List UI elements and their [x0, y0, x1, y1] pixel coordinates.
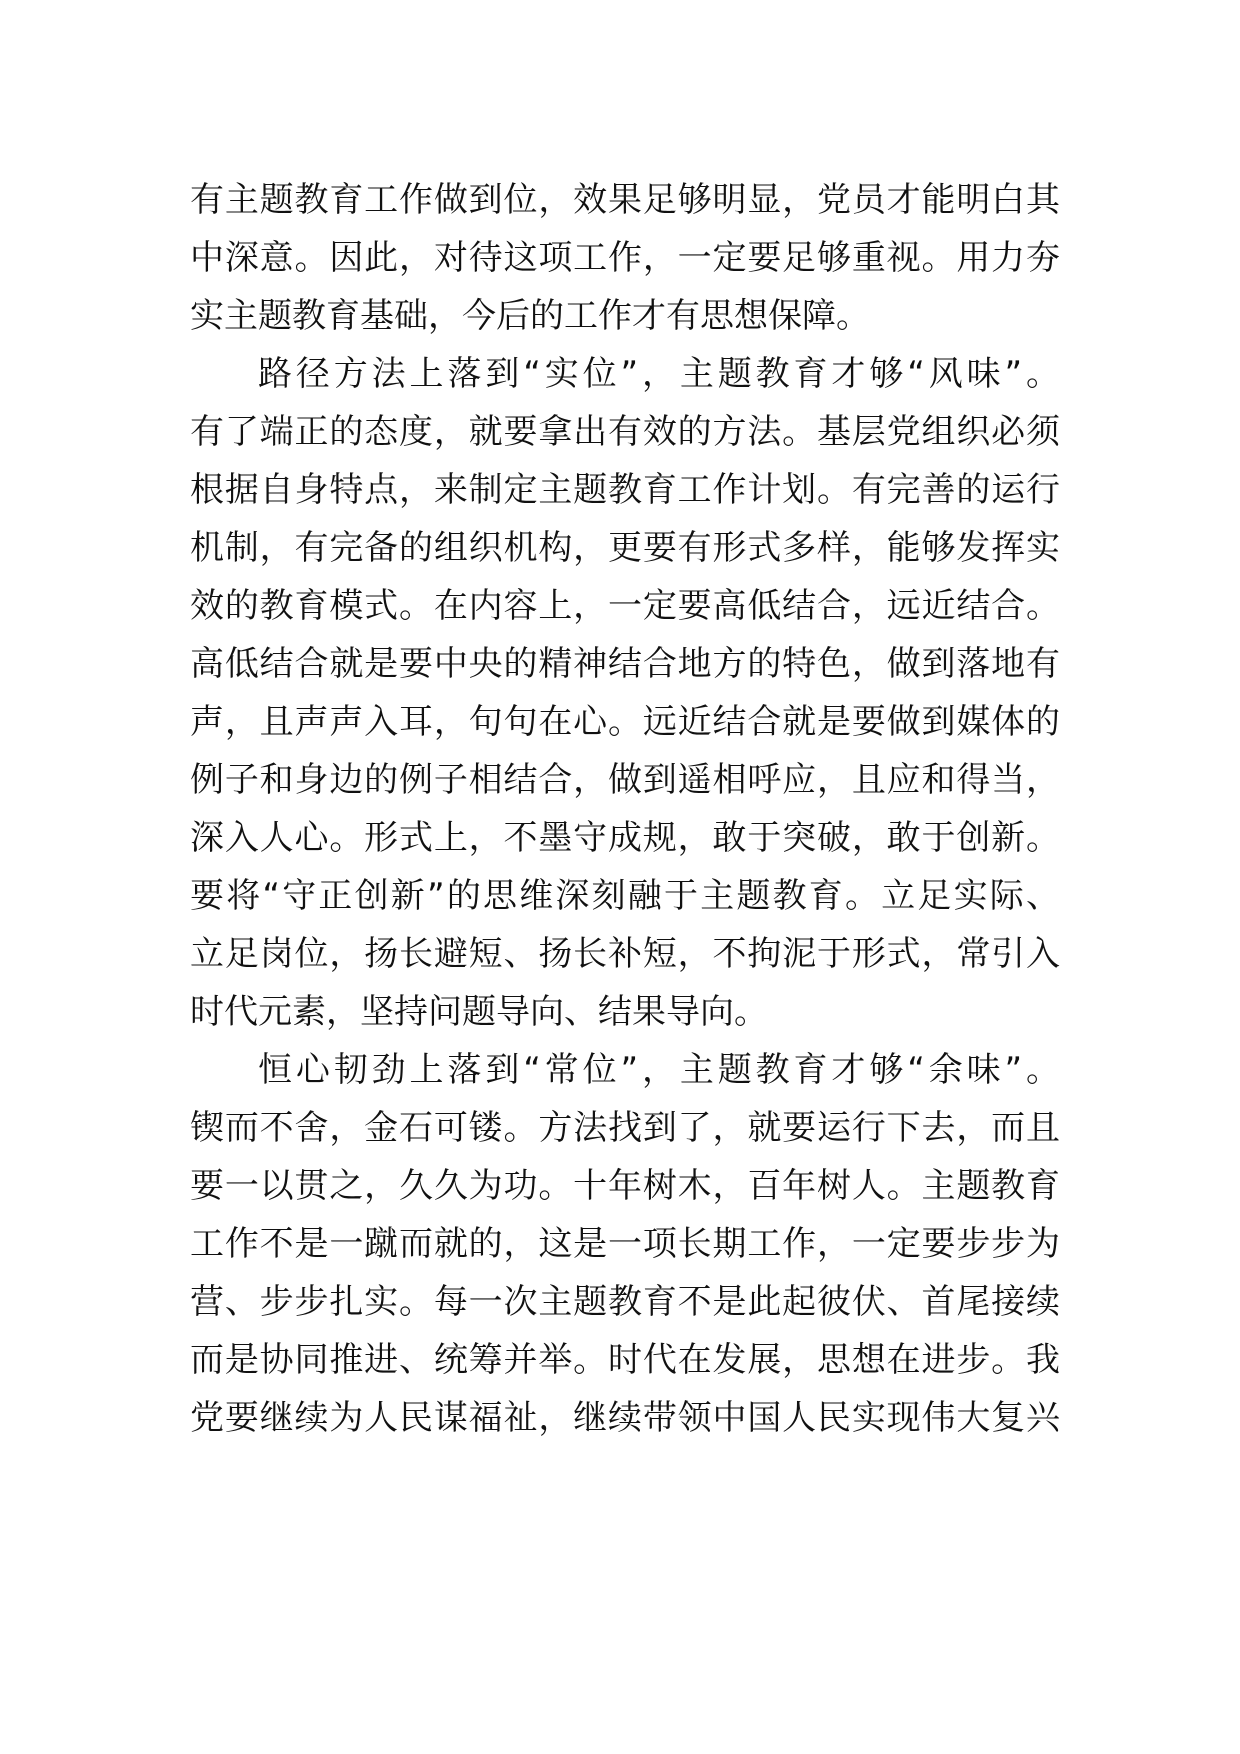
text-line: 营、步步扎实。每一次主题教育不是此起彼伏、首尾接续: [190, 1282, 1060, 1322]
text-line: 党要继续为人民谋福祉，继续带领中国人民实现伟大复兴: [190, 1398, 1060, 1438]
text-line: 深入人心。形式上，不墨守成规，敢于突破，敢于创新。: [190, 818, 1060, 858]
text-line: 声，且声声入耳，句句在心。远近结合就是要做到媒体的: [190, 702, 1060, 742]
text-line: 工作不是一蹴而就的，这是一项长期工作，一定要步步为: [190, 1224, 1060, 1264]
section-heading: 路径方法上落到“实位”，主题教育才够“风味”。: [258, 354, 1060, 394]
text-line: 有主题教育工作做到位，效果足够明显，党员才能明白其: [190, 180, 1060, 220]
section-heading: 恒心韧劲上落到“常位”，主题教育才够“余味”。: [258, 1050, 1060, 1090]
text-line: 中深意。因此，对待这项工作，一定要足够重视。用力夯: [190, 238, 1060, 278]
text-line: 效的教育模式。在内容上，一定要高低结合，远近结合。: [190, 586, 1060, 626]
text-line: 有了端正的态度，就要拿出有效的方法。基层党组织必须: [190, 412, 1060, 452]
text-line: 而是协同推进、统筹并举。时代在发展，思想在进步。我: [190, 1340, 1060, 1380]
text-line: 立足岗位，扬长避短、扬长补短，不拘泥于形式，常引入: [190, 934, 1060, 974]
text-line: 锲而不舍，金石可镂。方法找到了，就要运行下去，而且: [190, 1108, 1060, 1148]
text-line: 时代元素，坚持问题导向、结果导向。: [190, 992, 768, 1032]
text-line: 例子和身边的例子相结合，做到遥相呼应，且应和得当，: [190, 760, 1060, 800]
text-line: 根据自身特点，来制定主题教育工作计划。有完善的运行: [190, 470, 1060, 510]
text-line: 高低结合就是要中央的精神结合地方的特色，做到落地有: [190, 644, 1060, 684]
text-line: 实主题教育基础，今后的工作才有思想保障。: [190, 296, 870, 336]
text-line: 要将“守正创新”的思维深刻融于主题教育。立足实际、: [190, 876, 1060, 916]
text-line: 要一以贯之，久久为功。十年树木，百年树人。主题教育: [190, 1166, 1060, 1206]
text-line: 机制，有完备的组织机构，更要有形式多样，能够发挥实: [190, 528, 1060, 568]
